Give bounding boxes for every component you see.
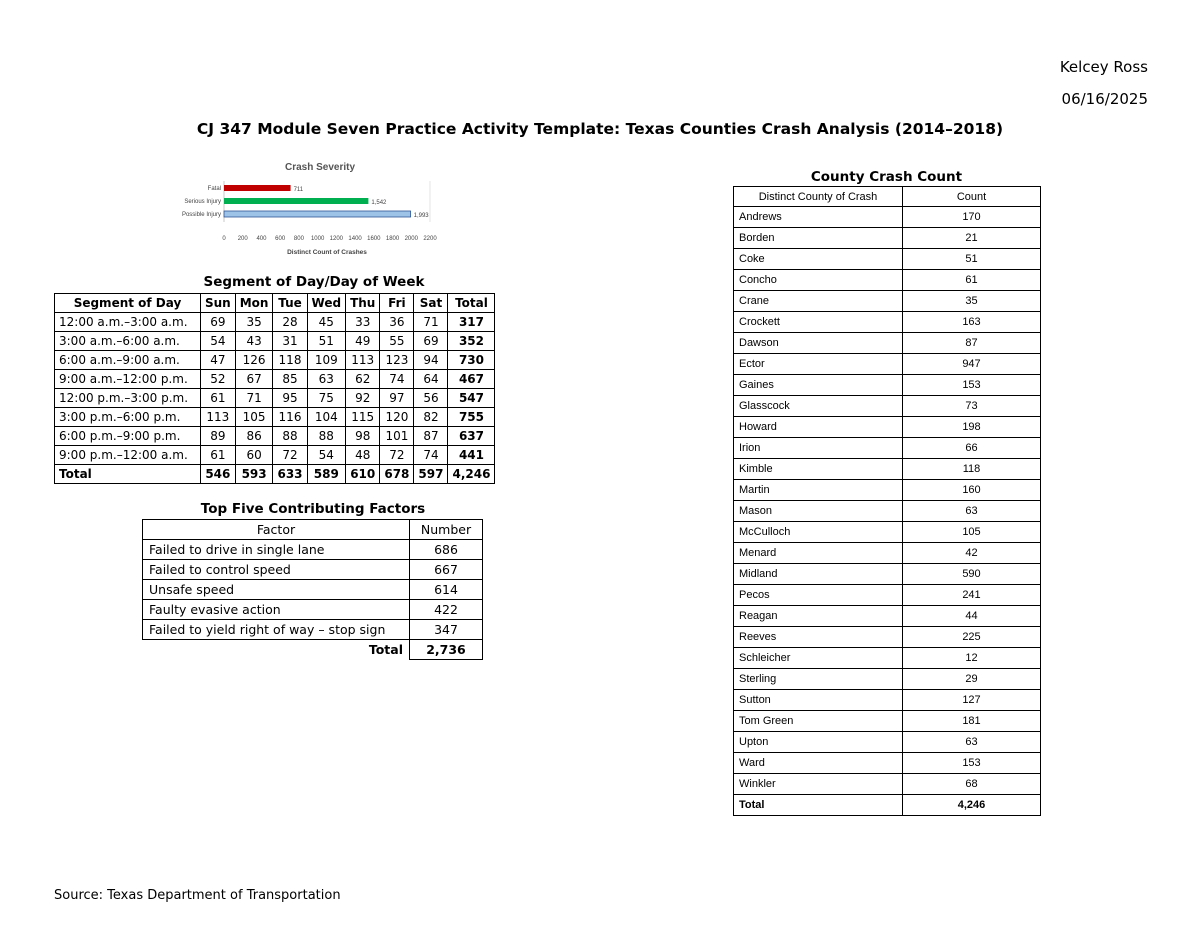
county-count: 73 xyxy=(903,396,1041,417)
table-row xyxy=(734,711,1041,732)
column-header: Sun xyxy=(201,294,236,313)
column-header: Fri xyxy=(380,294,414,313)
table-cell: 87 xyxy=(414,427,448,446)
table-row xyxy=(734,753,1041,774)
table-row xyxy=(734,480,1041,501)
table-cell: 48 xyxy=(346,446,380,465)
table-cell: 54 xyxy=(307,446,346,465)
table-row xyxy=(55,313,495,332)
x-tick-label: 200 xyxy=(237,236,248,242)
table-row xyxy=(734,291,1041,312)
category-label: Possible Injury xyxy=(181,212,221,218)
table-cell: 61 xyxy=(201,446,236,465)
table-cell: 97 xyxy=(380,389,414,408)
table-cell: 441 xyxy=(448,446,495,465)
county-name: Crockett xyxy=(734,312,903,333)
county-name: Tom Green xyxy=(734,711,903,732)
table-row xyxy=(734,270,1041,291)
table-cell: 317 xyxy=(448,313,495,332)
column-header: Thu xyxy=(346,294,380,313)
table-row xyxy=(734,459,1041,480)
table-cell: 546 xyxy=(201,465,236,484)
county-name: Mason xyxy=(734,501,903,522)
table-cell: 56 xyxy=(414,389,448,408)
total-row xyxy=(55,465,495,484)
table-row xyxy=(55,446,495,465)
row-label: 12:00 p.m.–3:00 p.m. xyxy=(55,389,201,408)
county-name: Ector xyxy=(734,354,903,375)
county-count: 51 xyxy=(903,249,1041,270)
table-row xyxy=(734,585,1041,606)
county-count: 153 xyxy=(903,375,1041,396)
table-cell: 98 xyxy=(346,427,380,446)
document-date: 06/16/2025 xyxy=(1061,90,1148,108)
total-value: 2,736 xyxy=(410,640,483,660)
source-note: Source: Texas Department of Transportation xyxy=(54,888,341,903)
county-count: 66 xyxy=(903,438,1041,459)
county-name: Menard xyxy=(734,543,903,564)
table-row xyxy=(734,228,1041,249)
table-cell: 123 xyxy=(380,351,414,370)
row-label: 9:00 p.m.–12:00 a.m. xyxy=(55,446,201,465)
table-row xyxy=(55,332,495,351)
table-cell: 72 xyxy=(273,446,307,465)
county-count: 63 xyxy=(903,732,1041,753)
x-tick-label: 0 xyxy=(222,236,226,242)
county-count: 127 xyxy=(903,690,1041,711)
table-cell: 755 xyxy=(448,408,495,427)
table-row xyxy=(734,669,1041,690)
county-name: Sutton xyxy=(734,690,903,711)
table-cell: 88 xyxy=(273,427,307,446)
county-count: 163 xyxy=(903,312,1041,333)
table-cell: 105 xyxy=(235,408,273,427)
segment-day-table xyxy=(54,293,495,484)
chart-title: Crash Severity xyxy=(284,162,356,173)
table-row xyxy=(734,354,1041,375)
county-count: 198 xyxy=(903,417,1041,438)
table-cell: 43 xyxy=(235,332,273,351)
county-count: 105 xyxy=(903,522,1041,543)
county-count: 42 xyxy=(903,543,1041,564)
county-crash-table xyxy=(733,186,1041,816)
table-row xyxy=(734,375,1041,396)
table-row xyxy=(143,620,483,640)
data-label: 1,542 xyxy=(371,200,387,206)
table-cell: 94 xyxy=(414,351,448,370)
row-label: 12:00 a.m.–3:00 a.m. xyxy=(55,313,201,332)
column-header: Count xyxy=(903,187,1041,207)
table-cell: 47 xyxy=(201,351,236,370)
table-row xyxy=(734,249,1041,270)
table-cell: 74 xyxy=(380,370,414,389)
table-cell: 86 xyxy=(235,427,273,446)
table-cell: 75 xyxy=(307,389,346,408)
x-tick-label: 400 xyxy=(256,236,267,242)
county-count: 241 xyxy=(903,585,1041,606)
column-header: Factor xyxy=(143,520,410,540)
bar xyxy=(224,198,368,204)
table-cell: 45 xyxy=(307,313,346,332)
county-count: 35 xyxy=(903,291,1041,312)
county-name: Kimble xyxy=(734,459,903,480)
county-name: Gaines xyxy=(734,375,903,396)
column-header: Segment of Day xyxy=(55,294,201,313)
county-name: Midland xyxy=(734,564,903,585)
table-cell: 36 xyxy=(380,313,414,332)
table-row xyxy=(734,606,1041,627)
total-label: Total xyxy=(143,640,410,660)
total-label: Total xyxy=(734,795,903,816)
x-tick-label: 600 xyxy=(275,236,286,242)
county-count: 160 xyxy=(903,480,1041,501)
county-count: 61 xyxy=(903,270,1041,291)
table-row xyxy=(143,540,483,560)
crash-severity-chart xyxy=(160,155,480,265)
table-cell: 63 xyxy=(307,370,346,389)
table-cell: 85 xyxy=(273,370,307,389)
county-name: Glasscock xyxy=(734,396,903,417)
x-tick-label: 2000 xyxy=(404,236,418,242)
table-cell: 74 xyxy=(414,446,448,465)
data-label: 711 xyxy=(293,187,304,193)
table-row xyxy=(734,522,1041,543)
factor-number: 614 xyxy=(410,580,483,600)
table-row xyxy=(734,648,1041,669)
county-count: 87 xyxy=(903,333,1041,354)
x-tick-label: 800 xyxy=(293,236,304,242)
county-count: 68 xyxy=(903,774,1041,795)
contributing-factors-table xyxy=(142,519,483,660)
category-label: Fatal xyxy=(207,186,221,192)
county-name: Reeves xyxy=(734,627,903,648)
table-cell: 35 xyxy=(235,313,273,332)
table-cell: 547 xyxy=(448,389,495,408)
author-name: Kelcey Ross xyxy=(1059,58,1148,76)
table-cell: 54 xyxy=(201,332,236,351)
total-row xyxy=(734,795,1041,816)
county-count: 29 xyxy=(903,669,1041,690)
table-cell: 352 xyxy=(448,332,495,351)
table-cell: 60 xyxy=(235,446,273,465)
table-row xyxy=(734,627,1041,648)
factor-number: 686 xyxy=(410,540,483,560)
page-title: CJ 347 Module Seven Practice Activity Template: Texas Counties Crash Analysis (2014–2018) xyxy=(196,120,1004,138)
factor-name: Failed to control speed xyxy=(143,560,410,580)
table-row xyxy=(55,351,495,370)
x-tick-label: 1000 xyxy=(310,236,325,242)
county-name: Howard xyxy=(734,417,903,438)
table-row xyxy=(143,560,483,580)
total-row xyxy=(143,640,483,660)
county-count: 12 xyxy=(903,648,1041,669)
x-axis-label: Distinct Count of Crashes xyxy=(287,249,367,256)
total-value: 4,246 xyxy=(903,795,1041,816)
bar xyxy=(224,211,411,217)
column-header: Total xyxy=(448,294,495,313)
column-header: Sat xyxy=(414,294,448,313)
table-cell: 31 xyxy=(273,332,307,351)
table-row xyxy=(734,690,1041,711)
table-cell: 101 xyxy=(380,427,414,446)
column-header: Number xyxy=(410,520,483,540)
county-name: Winkler xyxy=(734,774,903,795)
table-row xyxy=(734,774,1041,795)
table-cell: 67 xyxy=(235,370,273,389)
table-row xyxy=(55,408,495,427)
table-cell: 95 xyxy=(273,389,307,408)
table-cell: 64 xyxy=(414,370,448,389)
table-cell: 678 xyxy=(380,465,414,484)
table-cell: 633 xyxy=(273,465,307,484)
table-row xyxy=(734,333,1041,354)
x-tick-label: 1400 xyxy=(348,236,362,242)
row-label: 6:00 p.m.–9:00 p.m. xyxy=(55,427,201,446)
table-row xyxy=(734,207,1041,228)
table-cell: 637 xyxy=(448,427,495,446)
factor-number: 347 xyxy=(410,620,483,640)
table-cell: 28 xyxy=(273,313,307,332)
factor-name: Failed to drive in single lane xyxy=(143,540,410,560)
county-name: Reagan xyxy=(734,606,903,627)
county-table-title: County Crash Count xyxy=(810,169,963,185)
table-cell: 71 xyxy=(235,389,273,408)
x-tick-label: 2200 xyxy=(423,236,437,242)
factor-number: 422 xyxy=(410,600,483,620)
county-count: 21 xyxy=(903,228,1041,249)
table-row xyxy=(55,389,495,408)
category-label: Serious Injury xyxy=(184,199,221,205)
row-label: 9:00 a.m.–12:00 p.m. xyxy=(55,370,201,389)
table-row xyxy=(734,543,1041,564)
factor-name: Unsafe speed xyxy=(143,580,410,600)
county-name: Andrews xyxy=(734,207,903,228)
county-count: 44 xyxy=(903,606,1041,627)
county-name: Schleicher xyxy=(734,648,903,669)
table-cell: 104 xyxy=(307,408,346,427)
county-name: Coke xyxy=(734,249,903,270)
table-cell: 610 xyxy=(346,465,380,484)
table-cell: 33 xyxy=(346,313,380,332)
table-cell: 113 xyxy=(346,351,380,370)
county-name: Upton xyxy=(734,732,903,753)
table-cell: 109 xyxy=(307,351,346,370)
county-count: 118 xyxy=(903,459,1041,480)
table-row xyxy=(734,438,1041,459)
table-cell: 589 xyxy=(307,465,346,484)
county-count: 225 xyxy=(903,627,1041,648)
table-cell: 52 xyxy=(201,370,236,389)
table-cell: 71 xyxy=(414,313,448,332)
table-cell: 69 xyxy=(414,332,448,351)
data-label: 1,993 xyxy=(413,213,429,219)
table-cell: 61 xyxy=(201,389,236,408)
table-cell: 4,246 xyxy=(448,465,495,484)
table-cell: 126 xyxy=(235,351,273,370)
row-label: 3:00 p.m.–6:00 p.m. xyxy=(55,408,201,427)
column-header: Mon xyxy=(235,294,273,313)
county-name: Sterling xyxy=(734,669,903,690)
table-cell: 597 xyxy=(414,465,448,484)
table-row xyxy=(143,580,483,600)
table-cell: 72 xyxy=(380,446,414,465)
table-cell: 82 xyxy=(414,408,448,427)
county-count: 947 xyxy=(903,354,1041,375)
factor-name: Faulty evasive action xyxy=(143,600,410,620)
table-row xyxy=(55,427,495,446)
table-row xyxy=(734,312,1041,333)
table-row xyxy=(734,396,1041,417)
x-tick-label: 1600 xyxy=(367,236,381,242)
table-row xyxy=(734,564,1041,585)
table-cell: 120 xyxy=(380,408,414,427)
county-name: McCulloch xyxy=(734,522,903,543)
table-cell: 51 xyxy=(307,332,346,351)
row-label: 3:00 a.m.–6:00 a.m. xyxy=(55,332,201,351)
table-cell: 116 xyxy=(273,408,307,427)
table-cell: 89 xyxy=(201,427,236,446)
row-label: 6:00 a.m.–9:00 a.m. xyxy=(55,351,201,370)
table-row xyxy=(55,370,495,389)
column-header: Distinct County of Crash xyxy=(734,187,903,207)
county-count: 170 xyxy=(903,207,1041,228)
segment-table-title: Segment of Day/Day of Week xyxy=(203,274,425,290)
table-cell: 69 xyxy=(201,313,236,332)
county-count: 153 xyxy=(903,753,1041,774)
county-name: Pecos xyxy=(734,585,903,606)
county-name: Concho xyxy=(734,270,903,291)
x-tick-label: 1800 xyxy=(385,236,400,242)
table-cell: 92 xyxy=(346,389,380,408)
factor-number: 667 xyxy=(410,560,483,580)
table-cell: 55 xyxy=(380,332,414,351)
table-cell: 49 xyxy=(346,332,380,351)
table-row xyxy=(734,417,1041,438)
county-name: Martin xyxy=(734,480,903,501)
row-label: Total xyxy=(55,465,201,484)
county-name: Ward xyxy=(734,753,903,774)
table-cell: 118 xyxy=(273,351,307,370)
column-header: Wed xyxy=(307,294,346,313)
table-cell: 115 xyxy=(346,408,380,427)
county-count: 181 xyxy=(903,711,1041,732)
county-count: 590 xyxy=(903,564,1041,585)
table-cell: 62 xyxy=(346,370,380,389)
table-cell: 88 xyxy=(307,427,346,446)
table-cell: 113 xyxy=(201,408,236,427)
table-row xyxy=(734,732,1041,753)
county-name: Crane xyxy=(734,291,903,312)
factor-name: Failed to yield right of way – stop sign xyxy=(143,620,410,640)
table-cell: 593 xyxy=(235,465,273,484)
county-name: Irion xyxy=(734,438,903,459)
bar xyxy=(224,185,291,191)
x-tick-label: 1200 xyxy=(329,236,344,242)
table-row xyxy=(143,600,483,620)
factors-table-title: Top Five Contributing Factors xyxy=(200,501,426,517)
table-cell: 730 xyxy=(448,351,495,370)
county-name: Borden xyxy=(734,228,903,249)
table-cell: 467 xyxy=(448,370,495,389)
table-row xyxy=(734,501,1041,522)
column-header: Tue xyxy=(273,294,307,313)
county-name: Dawson xyxy=(734,333,903,354)
county-count: 63 xyxy=(903,501,1041,522)
